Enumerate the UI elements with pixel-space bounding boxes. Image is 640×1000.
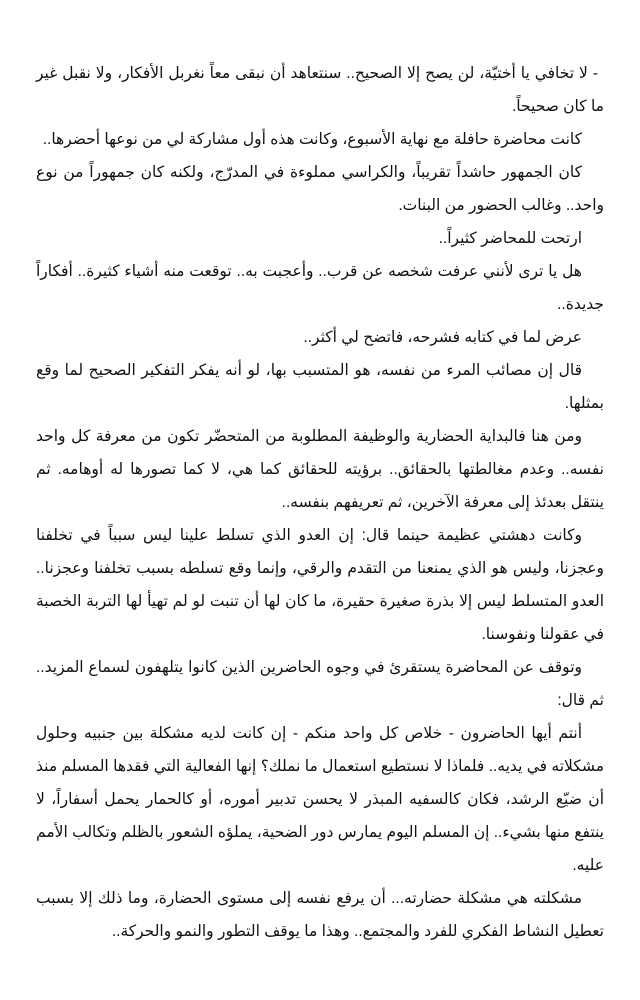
paragraph: - لا تخافي يا أختيّة، لن يصح إلا الصحيح.. سنتعاهد أن نبقى معاً نغربل الأفكار، ولا نقبل غير ما كان صحيحاً.	[36, 65, 604, 115]
paragraph: مشكلته هي مشكلة حضارته... أن يرفع نفسه إلى مستوى الحضارة، وما ذلك إلا بسبب تعطيل النشاط الفكري للفرد والمجتمع.. وهذا ما يوقف التطور والنمو والحركة..	[36, 890, 604, 940]
paragraph: أنتم أيها الحاضرون - خلاص كل واحد منكم - إن كانت لديه مشكلة بين جنبيه وحلول مشكلاته في يديه.. فلماذا لا نستطيع استعمال ما نملك؟ إنها الفعالية التي فقدها المسلم منذ أن ضيّع الرشد، فكان كالسفيه المبذر لا يحسن تدبير أموره، أو كالحمار يحمل أسفاراً، لا ينتفع منها بشيء.. إن المسلم اليوم يمارس دور الضحية، يملؤه الشعور بالظلم وتكالب الأمم عليه.	[36, 725, 604, 874]
paragraph: كانت محاضرة حافلة مع نهاية الأسبوع، وكانت هذه أول مشاركة لي من نوعها أحضرها..	[42, 131, 582, 148]
paragraph: وتوقف عن المحاضرة يستقرئ في وجوه الحاضرين الذين كانوا يتلهفون لسماع المزيد.. ثم قال:	[36, 659, 604, 709]
paragraph: قال إن مصائب المرء من نفسه، هو المتسبب بها، لو أنه يفكر التفكير الصحيح لما وقع بمثلها.	[36, 362, 604, 412]
paragraph: ومن هنا فالبداية الحضارية والوظيفة المطلوبة من المتحضّر تكون من معرفة كل واحد نفسه.. وعدم مغالطتها بالحقائق.. برؤيته للحقائق كما هي، لا كما تصورها له أوهامه. ثم ينتقل بعدئذ إلى معرفة الآخرين، ثم تعريفهم بنفسه..	[36, 428, 604, 511]
paragraph: ارتحت للمحاضر كثيراً..	[438, 230, 582, 247]
paragraph: وكانت دهشتي عظيمة حينما قال: إن العدو الذي تسلط علينا ليس سبباً في تخلفنا وعجزنا، وليس هو الذي يمنعنا من التقدم والرقي، وإنما وقع تسلطه بسبب تخلفنا وعجزنا.. العدو المتسلط ليس إلا بذرة صغيرة حقيرة، ما كان لها أن تنبت لو لم تهيأ لها التربة الخصبة في عقولنا ونفوسنا.	[36, 527, 604, 643]
paragraph: عرض لما في كتابه فشرحه، فاتضح لي أكثر..	[303, 329, 582, 346]
paragraph: كان الجمهور حاشداً تقريباً، والكراسي مملوءة في المدرّج، ولكنه كان جمهوراً من نوع واحد.. وغالب الحضور من البنات.	[36, 164, 604, 214]
paragraph: هل يا ترى لأنني عرفت شخصه عن قرب.. وأعجبت به.. توقعت منه أشياء كثيرة.. أفكاراً جديدة..	[36, 263, 604, 313]
document-page	[36, 57, 604, 948]
